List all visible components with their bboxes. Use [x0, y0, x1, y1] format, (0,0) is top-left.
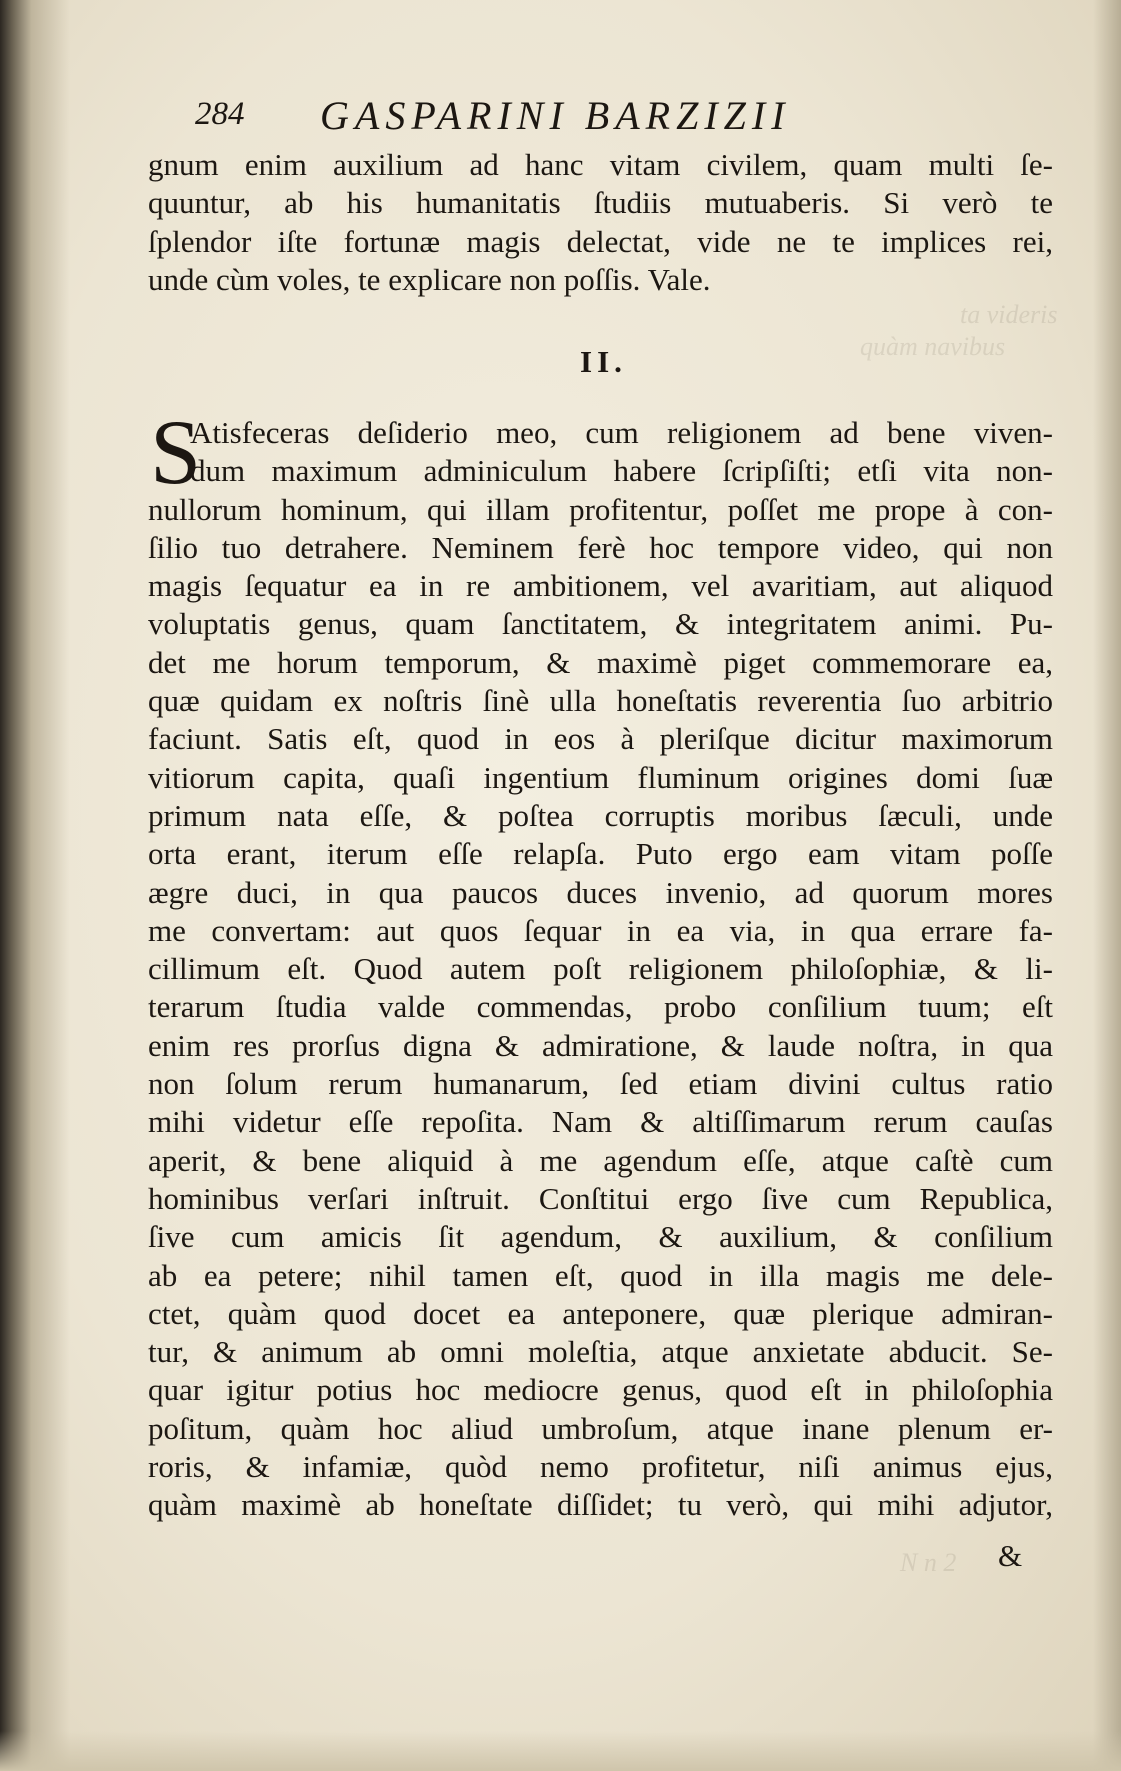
text-line: ctet, quàm quod docet ea anteponere, quæ plerique admiran-	[148, 1295, 1053, 1331]
text-line: quæ quidam ex noſtris ſinè ulla honeſtatis reverentia ſuo arbitrio	[148, 683, 1053, 719]
catchword: &	[998, 1538, 1023, 1573]
text-line: gnum enim auxilium ad hanc vitam civilem, quam multi ſe-	[148, 147, 1053, 182]
text-line: mihi videtur eſſe repoſita. Nam & altiſſimarum rerum cauſas	[148, 1104, 1053, 1140]
text-line: magis ſequatur ea in re ambitionem, vel avaritiam, aut aliquod	[148, 568, 1053, 604]
text-line: orta erant, iterum eſſe relapſa. Puto ergo eam vitam poſſe	[148, 836, 1053, 872]
text-line: roris, & infamiæ, quòd nemo profitetur, niſi animus ejus,	[148, 1449, 1053, 1485]
letter-body-paragraph	[148, 401, 1053, 1525]
binding-gutter-shadow	[0, 0, 70, 1771]
text-line: quar igitur potius hoc mediocre genus, quod eſt in philoſophia	[148, 1372, 1053, 1408]
section-heading: II.	[580, 344, 627, 379]
page-edge-shadow	[1093, 0, 1121, 1771]
text-line: ægre duci, in qua paucos duces invenio, ad quorum mores	[148, 874, 1053, 910]
text-line: Atisfeceras deſiderio meo, cum religionem ad bene viven-	[190, 415, 1053, 450]
running-header	[195, 92, 895, 142]
text-line: tur, & animum ab omni moleſtia, atque anxietate abducit. Se-	[148, 1334, 1053, 1370]
text-line: dum maximum adminiculum habere ſcripſiſti; etſi vita non-	[190, 453, 1053, 489]
text-line: nullorum hominum, qui illam profitentur, poſſet me prope à con-	[148, 491, 1053, 527]
text-line: aperit, & bene aliquid à me agendum eſſe, atque caſtè cum	[148, 1142, 1053, 1178]
text-line: quuntur, ab his humanitatis ſtudiis mutuaberis. Si verò te	[148, 185, 1053, 221]
running-head-title: GASPARINI BARZIZII	[320, 93, 791, 138]
show-through-text: quàm navibus	[860, 332, 1006, 361]
text-line: det me horum temporum, & maximè piget commemorare ea,	[148, 644, 1053, 680]
text-line: poſitum, quàm hoc aliud umbroſum, atque inane plenum er-	[148, 1410, 1053, 1446]
text-line: ab ea petere; nihil tamen eſt, quod in illa magis me dele-	[148, 1257, 1053, 1293]
text-line: non ſolum rerum humanarum, ſed etiam divini cultus ratio	[148, 1066, 1053, 1102]
show-through-text: N n 2	[900, 1548, 957, 1577]
continued-paragraph	[148, 146, 1053, 299]
text-line: me convertam: aut quos ſequar in ea via, in qua errare fa-	[148, 912, 1053, 948]
page-number: 284	[195, 96, 245, 132]
text-line: faciunt. Satis eſt, quod in eos à pleriſque dicitur maximorum	[148, 721, 1053, 757]
text-line: primum nata eſſe, & poſtea corruptis moribus ſæculi, unde	[148, 797, 1053, 833]
text-line: terarum ſtudia valde commendas, probo conſilium tuum; eſt	[148, 989, 1053, 1025]
text-line: voluptatis genus, quam ſanctitatem, & integritatem animi. Pu-	[148, 606, 1053, 642]
text-line: ſilio tuo detrahere. Neminem ferè hoc tempore video, qui non	[148, 529, 1053, 565]
text-line: enim res prorſus digna & admiratione, & laude noſtra, in qua	[148, 1027, 1053, 1063]
text-line: ſive cum amicis ſit agendum, & auxilium, & conſilium	[148, 1219, 1053, 1255]
text-line: unde cùm voles, te explicare non poſſis. Vale.	[148, 261, 711, 297]
text-line: quàm maximè ab honeſtate diſſidet; tu verò, qui mihi adjutor,	[148, 1487, 1053, 1523]
drop-cap-initial: S	[150, 401, 202, 503]
text-line: ſplendor iſte fortunæ magis delectat, vide ne te implices rei,	[148, 223, 1053, 259]
show-through-text: ta videris	[960, 300, 1058, 329]
text-line: hominibus verſari inſtruit. Conſtitui ergo ſive cum Republica,	[148, 1180, 1053, 1216]
page-bottom-shadow	[0, 1731, 1121, 1771]
text-line: cillimum eſt. Quod autem poſt religionem philoſophiæ, & li-	[148, 951, 1053, 987]
text-line: vitiorum capita, quaſi ingentium fluminum origines domi ſuæ	[148, 759, 1053, 795]
